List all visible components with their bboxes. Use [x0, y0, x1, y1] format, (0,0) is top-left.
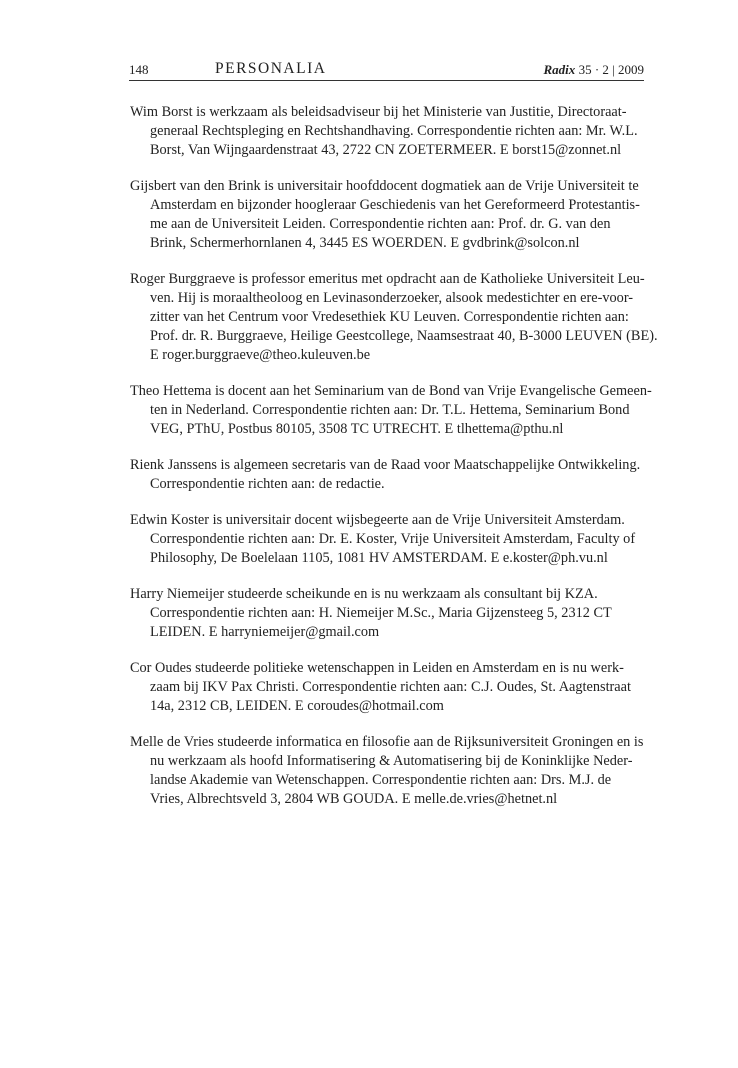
- entry-line: Melle de Vries studeerde informatica en filosofie aan de Rijksuniversiteit Groningen en is: [130, 734, 644, 750]
- contributor-entry: [130, 456, 650, 494]
- entry-line: Correspondentie richten aan: H. Niemeijer M.Sc., Maria Gijzensteeg 5, 2312 CT: [150, 605, 612, 621]
- contributor-entry: [130, 382, 650, 439]
- entry-line: ten in Nederland. Correspondentie richten aan: Dr. T.L. Hettema, Seminarium Bond: [150, 402, 630, 418]
- entry-line: zitter van het Centrum voor Vredesethiek KU Leuven. Correspondentie richten aan:: [150, 309, 629, 325]
- entry-line: Theo Hettema is docent aan het Seminarium van de Bond van Vrije Evangelische Gemeen-: [130, 383, 652, 399]
- journal-issue: 35 · 2 | 2009: [578, 62, 644, 77]
- entry-line: landse Akademie van Wetenschappen. Correspondentie richten aan: Drs. M.J. de: [150, 772, 612, 788]
- entry-line: Roger Burggraeve is professor emeritus met opdracht aan de Katholieke Universiteit Leu-: [130, 271, 645, 287]
- entry-line: Prof. dr. R. Burggraeve, Heilige Geestcollege, Naamsestraat 40, B-3000 LEUVEN (BE).: [150, 328, 658, 344]
- entry-line: Vries, Albrechtsveld 3, 2804 WB GOUDA. E melle.de.vries@hetnet.nl: [150, 791, 558, 807]
- entry-line: Gijsbert van den Brink is universitair hoofddocent dogmatiek aan de Vrije Universiteit te: [130, 178, 639, 194]
- entry-line: generaal Rechtspleging en Rechtshandhaving. Correspondentie richten aan: Mr. W.L.: [150, 123, 638, 139]
- contributor-entry: [130, 659, 650, 716]
- contributor-entry: [130, 585, 650, 642]
- entry-line: Harry Niemeijer studeerde scheikunde en is nu werkzaam als consultant bij KZA.: [130, 586, 598, 602]
- contributor-entry: [130, 177, 650, 253]
- entry-line: Correspondentie richten aan: Dr. E. Koster, Vrije Universiteit Amsterdam, Faculty of: [150, 531, 636, 547]
- journal-name: Radix: [543, 62, 576, 77]
- personalia-list: [130, 103, 658, 826]
- entry-line: Correspondentie richten aan: de redactie.: [150, 476, 385, 492]
- entry-line: Edwin Koster is universitair docent wijsbegeerte aan de Vrije Universiteit Amsterdam.: [130, 512, 625, 528]
- entry-line: Philosophy, De Boelelaan 1105, 1081 HV AMSTERDAM. E e.koster@ph.vu.nl: [150, 550, 608, 566]
- entry-line: 14a, 2312 CB, LEIDEN. E coroudes@hotmail.com: [150, 698, 444, 714]
- entry-line: Cor Oudes studeerde politieke wetenschappen in Leiden en Amsterdam en is nu werk-: [130, 660, 624, 676]
- entry-line: Brink, Schermerhornlanen 4, 3445 ES WOERDEN. E gvdbrink@solcon.nl: [150, 235, 580, 251]
- entry-line: Rienk Janssens is algemeen secretaris van de Raad voor Maatschappelijke Ontwikkeling.: [130, 457, 641, 473]
- entry-line: Amsterdam en bijzonder hoogleraar Geschiedenis van het Gereformeerd Protestantis-: [150, 197, 640, 213]
- entry-line: VEG, PThU, Postbus 80105, 3508 TC UTRECHT. E tlhettema@pthu.nl: [150, 421, 564, 437]
- page-number: 148: [129, 62, 149, 77]
- journal-reference: [544, 62, 644, 78]
- contributor-entry: [130, 103, 650, 160]
- contributor-entry: [130, 270, 658, 365]
- entry-line: nu werkzaam als hoofd Informatisering & Automatisering bij de Koninklijke Neder-: [150, 753, 633, 769]
- entry-line: LEIDEN. E harryniemeijer@gmail.com: [150, 624, 380, 640]
- section-title: PERSONALIA: [215, 60, 327, 77]
- contributor-entry: [130, 733, 650, 809]
- entry-line: me aan de Universiteit Leiden. Correspondentie richten aan: Prof. dr. G. van den: [150, 216, 611, 232]
- entry-line: Borst, Van Wijngaardenstraat 43, 2722 CN ZOETERMEER. E borst15@zonnet.nl: [150, 142, 622, 158]
- contributor-entry: [130, 511, 650, 568]
- entry-line: zaam bij IKV Pax Christi. Correspondentie richten aan: C.J. Oudes, St. Aagtenstraat: [150, 679, 631, 695]
- running-header: [129, 60, 644, 81]
- entry-line: E roger.burggraeve@theo.kuleuven.be: [150, 347, 371, 363]
- entry-line: ven. Hij is moraaltheoloog en Levinasonderzoeker, alsook medestichter en ere-voor-: [150, 290, 634, 306]
- entry-line: Wim Borst is werkzaam als beleidsadviseur bij het Ministerie van Justitie, Directoraat-: [130, 104, 627, 120]
